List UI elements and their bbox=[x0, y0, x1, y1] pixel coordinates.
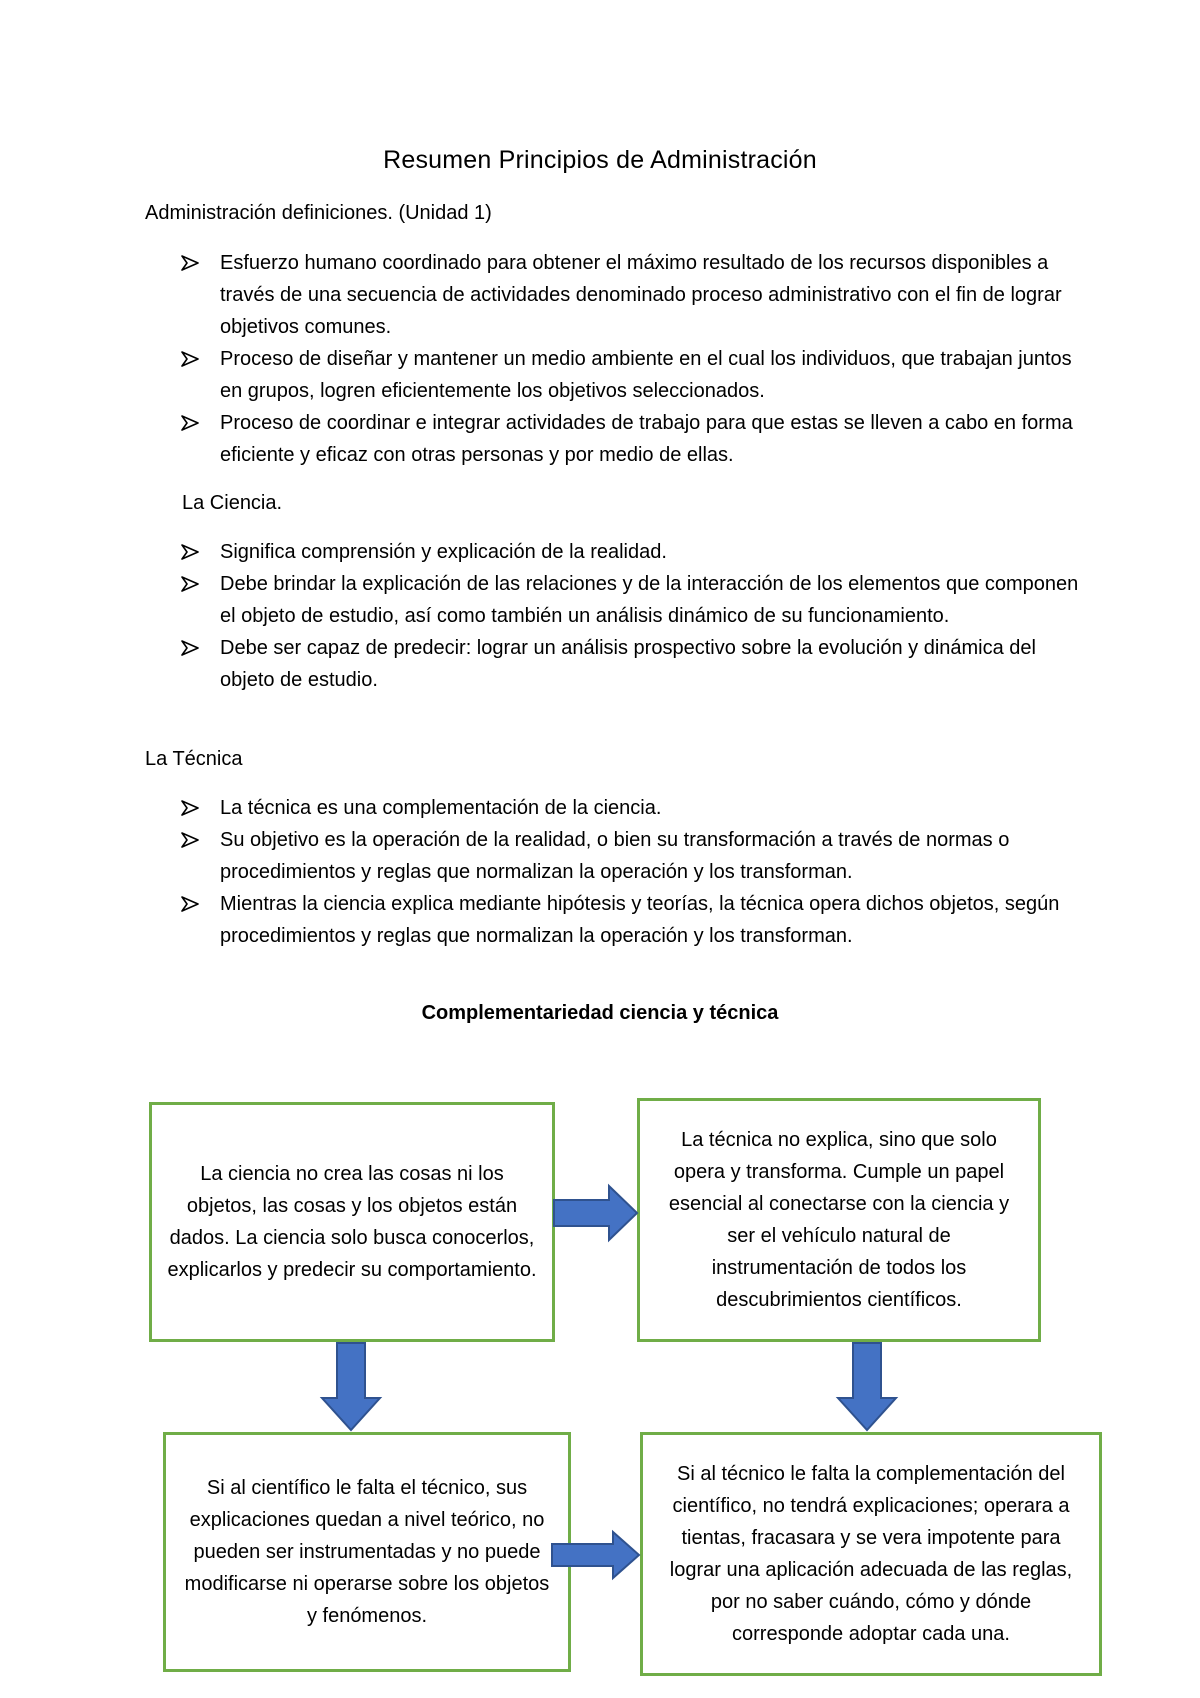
diagram-box-tecnica: La técnica no explica, sino que solo opera y transforma. Cumple un papel esencial al conectarse con la ciencia y ser el vehículo natural de instrumentación de todos los descubrimientos científicos. bbox=[637, 1098, 1041, 1342]
list-item: Debe brindar la explicación de las relaciones y de la interacción de los elementos que componen el objeto de estudio, así como también un análisis dinámico de su funcionamiento. bbox=[180, 568, 1080, 632]
arrow-bullet-icon bbox=[180, 544, 200, 560]
arrow-bullet-icon bbox=[180, 255, 200, 271]
list-item: La técnica es una complementación de la ciencia. bbox=[180, 792, 1080, 824]
list-item: Proceso de diseñar y mantener un medio ambiente en el cual los individuos, que trabajan juntos en grupos, logren eficientemente los objetivos seleccionados. bbox=[180, 343, 1080, 407]
list-item: Proceso de coordinar e integrar actividades de trabajo para que estas se lleven a cabo en forma eficiente y eficaz con otras personas y por medio de ellas. bbox=[180, 407, 1080, 471]
section-heading-ciencia: La Ciencia. bbox=[182, 492, 283, 514]
arrow-bullet-icon bbox=[180, 351, 200, 367]
list-item: Su objetivo es la operación de la realidad, o bien su transformación a través de normas o procedimientos y reglas que normalizan la operación y los transforman. bbox=[180, 824, 1080, 888]
bullet-list-ciencia bbox=[180, 536, 1080, 696]
diagram-box-tecnico: Si al técnico le falta la complementación del científico, no tendrá explicaciones; operara a tientas, fracasara y se vera impotente para lograr una aplicación adecuada de las reglas, por no saber cuándo, cómo y dónde corresponde adoptar cada una. bbox=[640, 1432, 1102, 1676]
section-heading-administracion: Administración definiciones. (Unidad 1) bbox=[145, 202, 492, 224]
section-heading-tecnica: La Técnica bbox=[145, 748, 243, 770]
arrow-bullet-icon bbox=[180, 415, 200, 431]
list-item: Mientras la ciencia explica mediante hipótesis y teorías, la técnica opera dichos objetos, según procedimientos y reglas que normalizan la operación y los transforman. bbox=[180, 888, 1080, 952]
diagram-box-ciencia: La ciencia no crea las cosas ni los objetos, las cosas y los objetos están dados. La ciencia solo busca conocerlos, explicarlos y predecir su comportamiento. bbox=[149, 1102, 555, 1342]
bullet-list-administracion bbox=[180, 247, 1080, 471]
diagram-title: Complementariedad ciencia y técnica bbox=[421, 1002, 779, 1024]
right-arrow-icon bbox=[551, 1530, 641, 1580]
arrow-bullet-icon bbox=[180, 896, 200, 912]
list-item: Debe ser capaz de predecir: lograr un análisis prospectivo sobre la evolución y dinámica del objeto de estudio. bbox=[180, 632, 1080, 696]
page-title: Resumen Principios de Administración bbox=[383, 146, 817, 174]
list-item: Esfuerzo humano coordinado para obtener el máximo resultado de los recursos disponibles a través de una secuencia de actividades denominado proceso administrativo con el fin de lograr objetivos comunes. bbox=[180, 247, 1080, 343]
arrow-bullet-icon bbox=[180, 576, 200, 592]
down-arrow-icon bbox=[836, 1342, 898, 1432]
arrow-bullet-icon bbox=[180, 800, 200, 816]
diagram-box-cientifico: Si al científico le falta el técnico, sus explicaciones quedan a nivel teórico, no pueden ser instrumentadas y no puede modificarse ni operarse sobre los objetos y fenómenos. bbox=[163, 1432, 571, 1672]
arrow-bullet-icon bbox=[180, 832, 200, 848]
bullet-list-tecnica bbox=[180, 792, 1080, 952]
list-item: Significa comprensión y explicación de la realidad. bbox=[180, 536, 1080, 568]
right-arrow-icon bbox=[553, 1184, 639, 1242]
arrow-bullet-icon bbox=[180, 640, 200, 656]
down-arrow-icon bbox=[320, 1342, 382, 1432]
